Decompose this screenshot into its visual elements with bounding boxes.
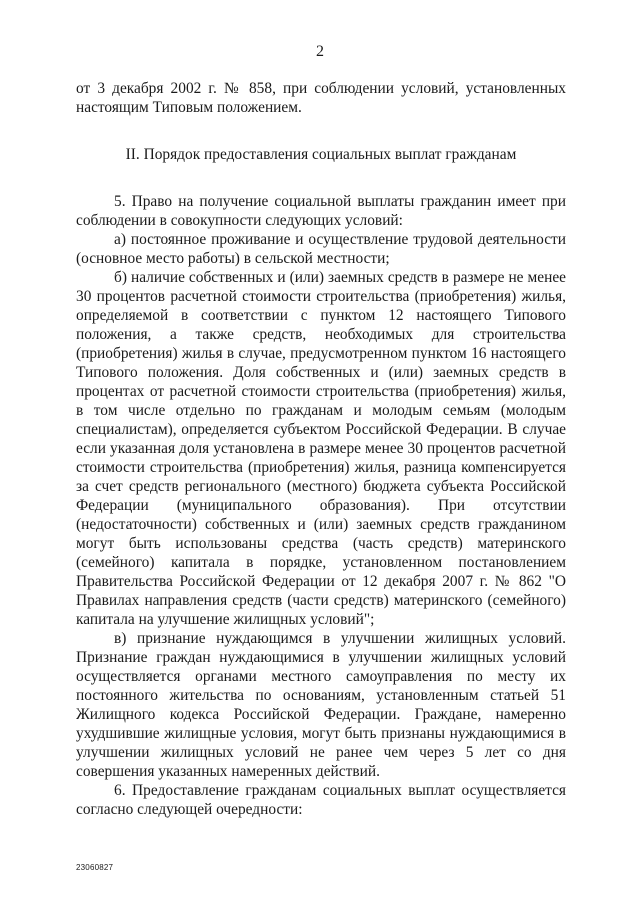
- intro-paragraph: от 3 декабря 2002 г. № 858, при соблюдении условий, установленных настоящим Типовым положением.: [76, 80, 566, 116]
- document-code: 23060827: [76, 863, 114, 872]
- section-heading: II. Порядок предоставления социальных выплат гражданам: [125, 146, 517, 163]
- page-number: 2: [316, 43, 324, 60]
- paragraph-5: 5. Право на получение социальной выплаты гражданин имеет при соблюдении в совокупности следующих условий:: [76, 193, 566, 229]
- paragraph-6: 6. Предоставление гражданам социальных выплат осуществляется согласно следующей очередности:: [76, 782, 566, 818]
- document-body: [76, 79, 566, 819]
- paragraph-5b: б) наличие собственных и (или) заемных средств в размере не менее 30 процентов расчетной стоимости строительства (приобретения) жилья, определяемой в соответствии с пунктом 12 настоящего Типового положения, а также средств, необходимых для строительства (приобретения) жилья в случае, предусмотренном пунктом 16 настоящего Типового положения. Доля собственных и (или) заемных средств в процентах от расчетной стоимости строительства (приобретения) жилья, в том числе отдельно по гражданам и молодым семьям (молодым специалистам), определяется субъектом Российской Федерации. В случае если указанная доля установлена в размере менее 30 процентов расчетной стоимости строительства (приобретения) жилья, разница компенсируется за счет средств регионального (местного) бюджета субъекта Российской Федерации (муниципального образования). При отсутствии (недостаточности) собственных и (или) заемных средств гражданином могут быть использованы средства (часть средств) материнского (семейного) капитала в порядке, установленном постановлением Правительства Российской Федерации от 12 декабря 2007 г. № 862 "О Правилах направления средств (части средств) материнского (семейного) капитала на улучшение жилищных условий";: [76, 269, 566, 628]
- paragraph-5a: а) постоянное проживание и осуществление трудовой деятельности (основное место работы) в сельской местности;: [76, 231, 566, 267]
- paragraph-5v: в) признание нуждающимся в улучшении жилищных условий. Признание граждан нуждающимися в улучшении жилищных условий осуществляется органами местного самоуправления по месту их постоянного жительства по основаниям, установленным статьей 51 Жилищного кодекса Российской Федерации. Граждане, намеренно ухудшившие жилищные условия, могут быть признаны нуждающимися в улучшении жилищных условий не ранее чем через 5 лет со дня совершения указанных намеренных действий.: [76, 630, 566, 780]
